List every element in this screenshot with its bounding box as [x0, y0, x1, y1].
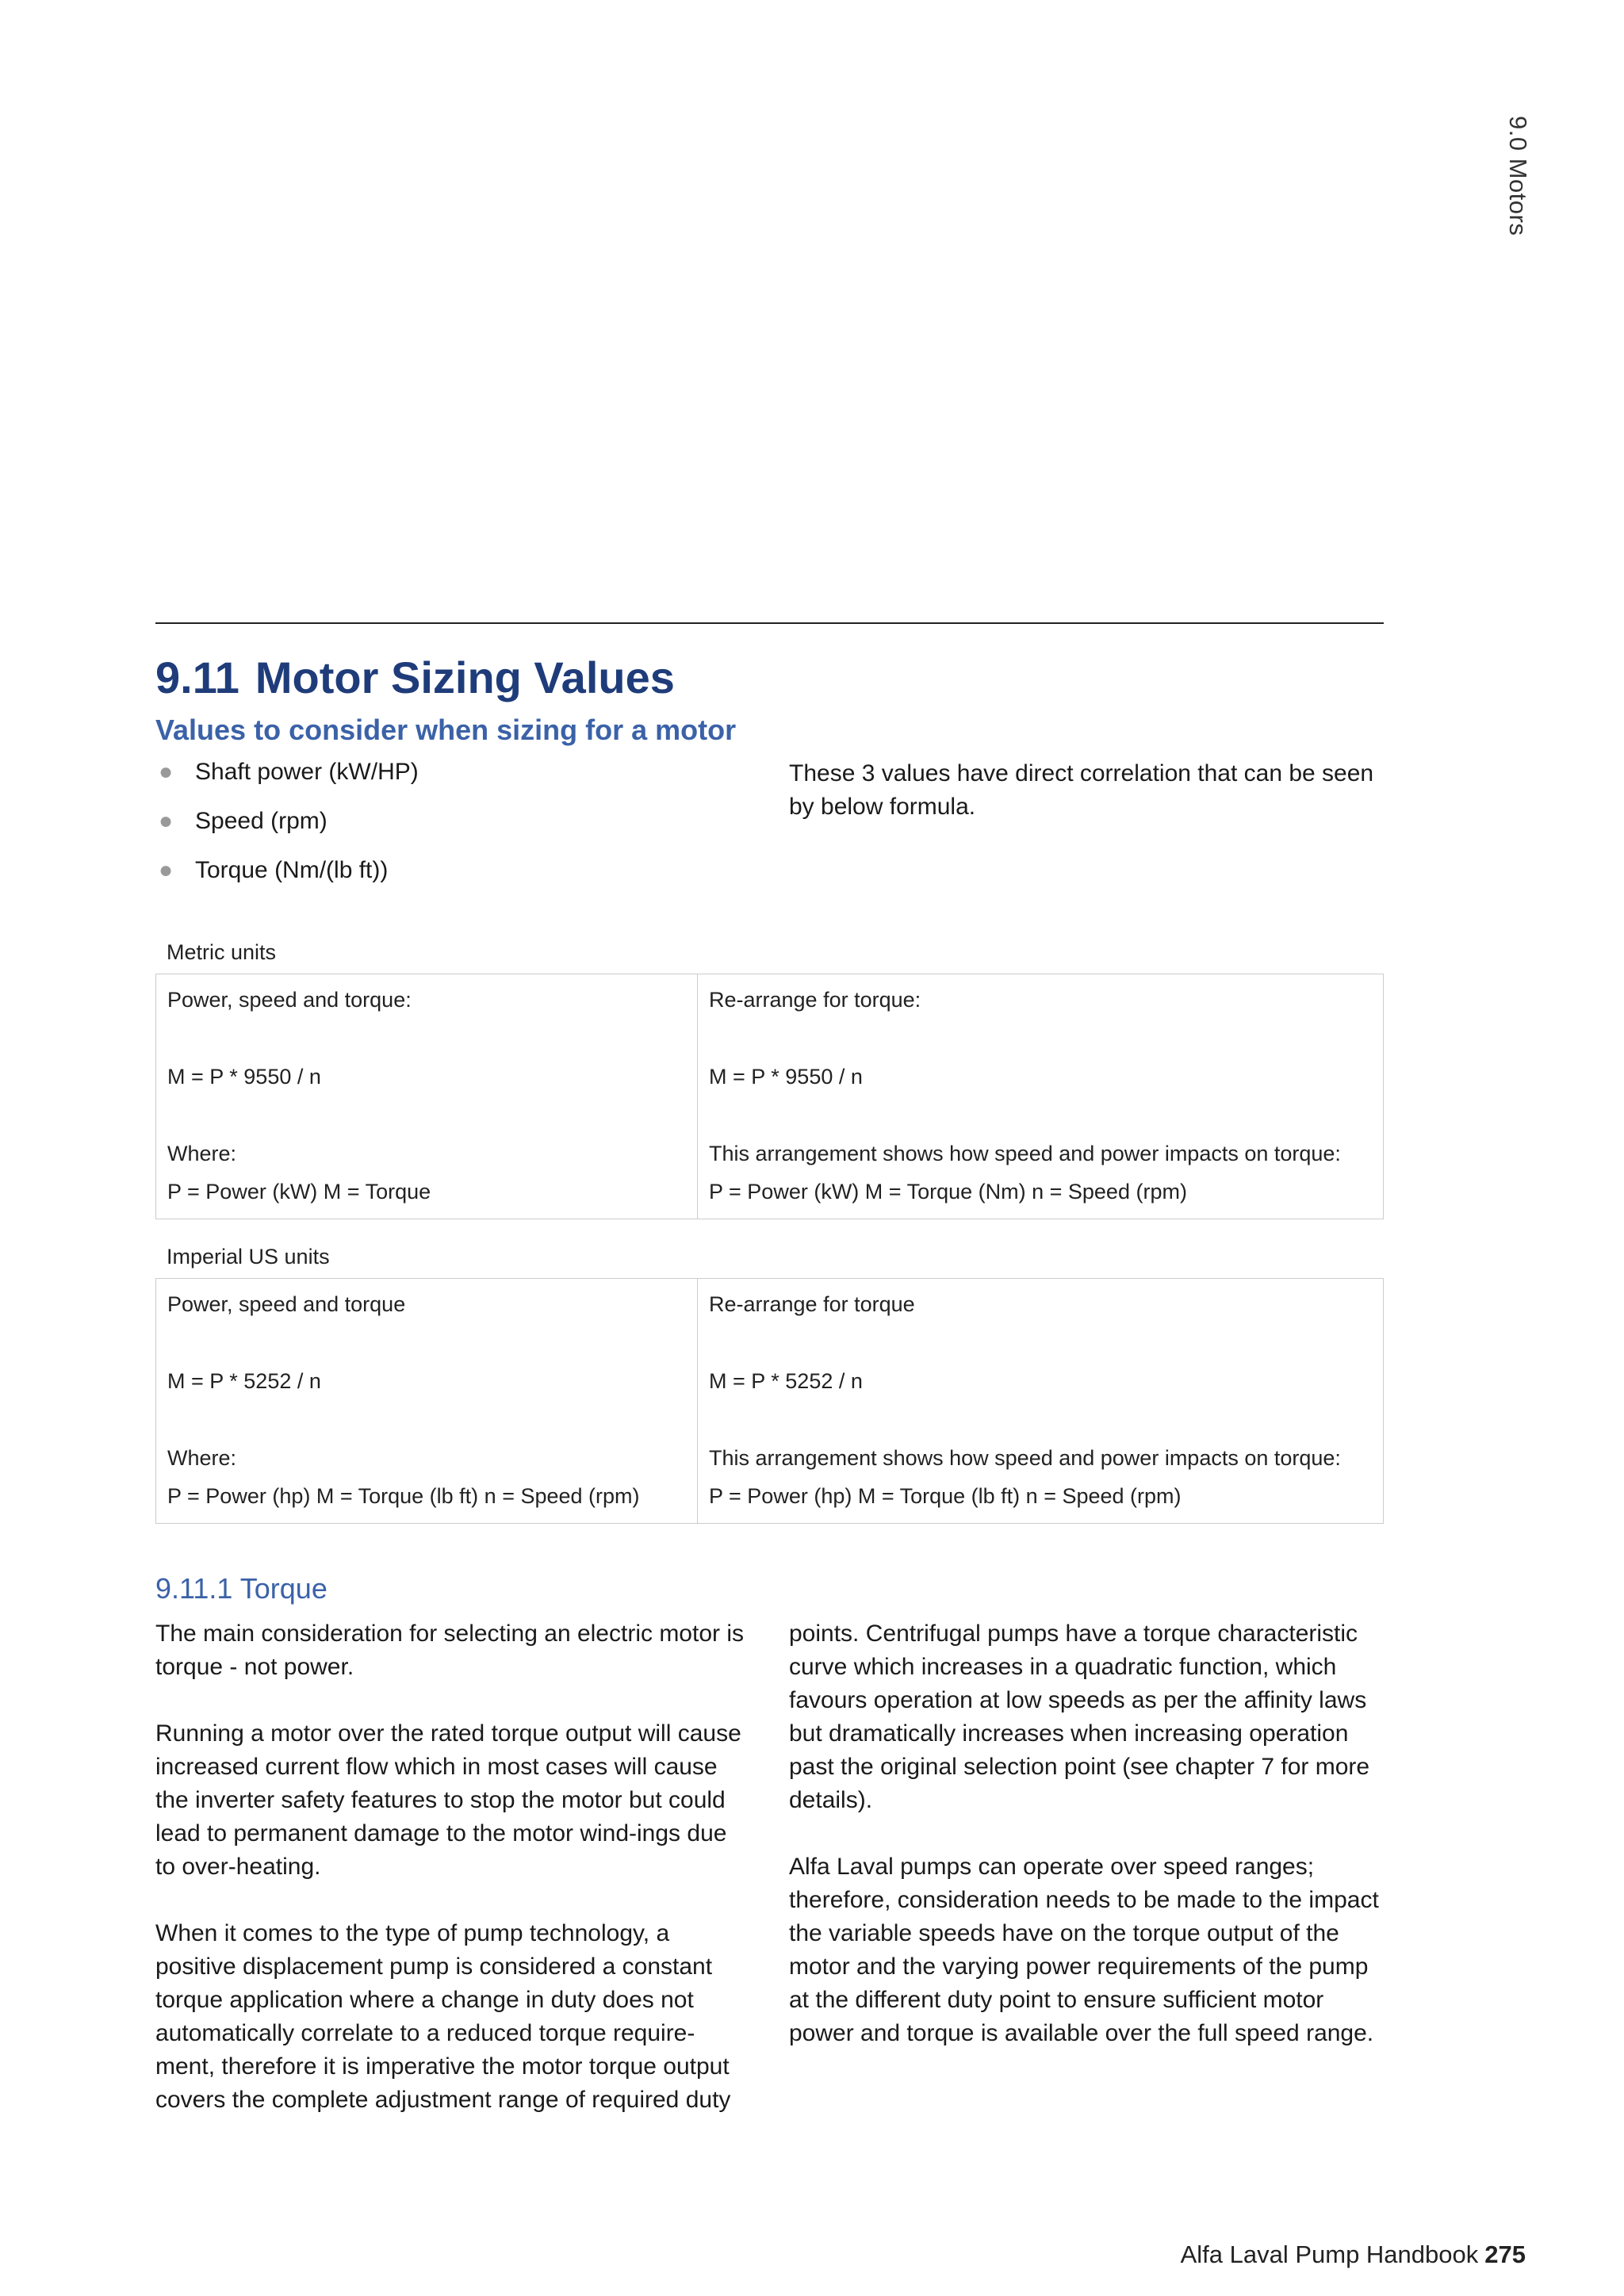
- cell-formula: M = P * 9550 / n: [167, 1065, 321, 1089]
- cell-definitions: P = Power (kW) M = Torque (Nm) n = Speed (rpm): [709, 1180, 1187, 1203]
- metric-right-cell: [698, 974, 1384, 1219]
- page-footer: [1181, 2241, 1526, 2269]
- cell-definitions: P = Power (kW) M = Torque: [167, 1180, 431, 1203]
- metric-table-caption: Metric units: [167, 940, 277, 964]
- chapter-side-tab: 9.0 Motors: [1504, 116, 1532, 236]
- table-row: [156, 1279, 1384, 1524]
- imperial-table-caption: Imperial US units: [167, 1245, 330, 1269]
- torque-left-column: [155, 1617, 750, 2150]
- cell-where: Where:: [167, 1446, 237, 1470]
- paragraph: Alfa Laval pumps can operate over speed ranges; therefore, consideration needs to be made to the impact the variable speeds have on the torque output of the motor and the varying power requirements of the pump at the different duty point to ensure sufficient motor power and torque is available over the full speed range.: [789, 1854, 1379, 2046]
- section-divider: [155, 622, 1384, 624]
- cell-heading: Power, speed and torque:: [167, 988, 412, 1012]
- table-row: [156, 974, 1384, 1219]
- values-bullet-list: [155, 757, 419, 905]
- list-item: [155, 806, 419, 855]
- section-title-text: Motor Sizing Values: [255, 652, 675, 702]
- torque-right-column: [789, 1617, 1384, 2084]
- cell-formula: M = P * 9550 / n: [709, 1065, 863, 1089]
- imperial-right-cell: [698, 1279, 1384, 1524]
- page-number: 275: [1484, 2241, 1526, 2268]
- metric-left-cell: [156, 974, 698, 1219]
- paragraph: Running a motor over the rated torque output will cause increased current flow which in most cases will cause the inverter safety features to stop the motor but could lead to permanent damage to the motor wind-ings due to over-heating.: [155, 1720, 741, 1880]
- section-title: [155, 652, 675, 703]
- section-number: 9.11: [155, 652, 239, 702]
- cell-definitions: P = Power (hp) M = Torque (lb ft) n = Speed (rpm): [709, 1484, 1182, 1508]
- cell-note: This arrangement shows how speed and power impacts on torque:: [709, 1142, 1341, 1165]
- cell-formula: M = P * 5252 / n: [709, 1369, 863, 1393]
- bullet-icon: ●: [159, 857, 174, 883]
- bullet-icon: ●: [159, 808, 174, 834]
- cell-heading: Power, speed and torque: [167, 1292, 406, 1316]
- paragraph: points. Centrifugal pumps have a torque characteristic curve which increases in a quadratic function, which favours operation at low speeds as per the affinity laws but dramatically increases when increasing operation past the original selection point (see chapter 7 for more details).: [789, 1621, 1370, 1813]
- cell-note: This arrangement shows how speed and power impacts on torque:: [709, 1446, 1341, 1470]
- cell-definitions: P = Power (hp) M = Torque (lb ft) n = Speed (rpm): [167, 1484, 640, 1508]
- list-item: [155, 855, 419, 905]
- list-item: [155, 757, 419, 806]
- cell-heading: Re-arrange for torque:: [709, 988, 921, 1012]
- imperial-formula-table: [155, 1278, 1384, 1524]
- list-item-text: Torque (Nm/(lb ft)): [195, 857, 389, 883]
- list-item-text: Speed (rpm): [195, 808, 327, 834]
- torque-subheading: 9.11.1 Torque: [155, 1572, 327, 1605]
- cell-formula: M = P * 5252 / n: [167, 1369, 321, 1393]
- list-item-text: Shaft power (kW/HP): [195, 759, 419, 785]
- paragraph: When it comes to the type of pump technology, a positive displacement pump is considered a constant torque application where a change in duty does not automatically correlate to a reduced torque require-ment, therefore it is imperative the motor torque output covers the complete adjustment range of required duty: [155, 1920, 731, 2113]
- cell-heading: Re-arrange for torque: [709, 1292, 915, 1316]
- metric-formula-table: [155, 974, 1384, 1219]
- bullet-icon: ●: [159, 759, 174, 785]
- footer-title: Alfa Laval Pump Handbook: [1180, 2241, 1479, 2268]
- paragraph: The main consideration for selecting an electric motor is torque - not power.: [155, 1621, 745, 1680]
- section-subtitle: Values to consider when sizing for a motor: [155, 714, 737, 746]
- intro-paragraph: These 3 values have direct correlation that can be seen by below formula.: [789, 760, 1374, 820]
- cell-where: Where:: [167, 1142, 237, 1165]
- imperial-left-cell: [156, 1279, 698, 1524]
